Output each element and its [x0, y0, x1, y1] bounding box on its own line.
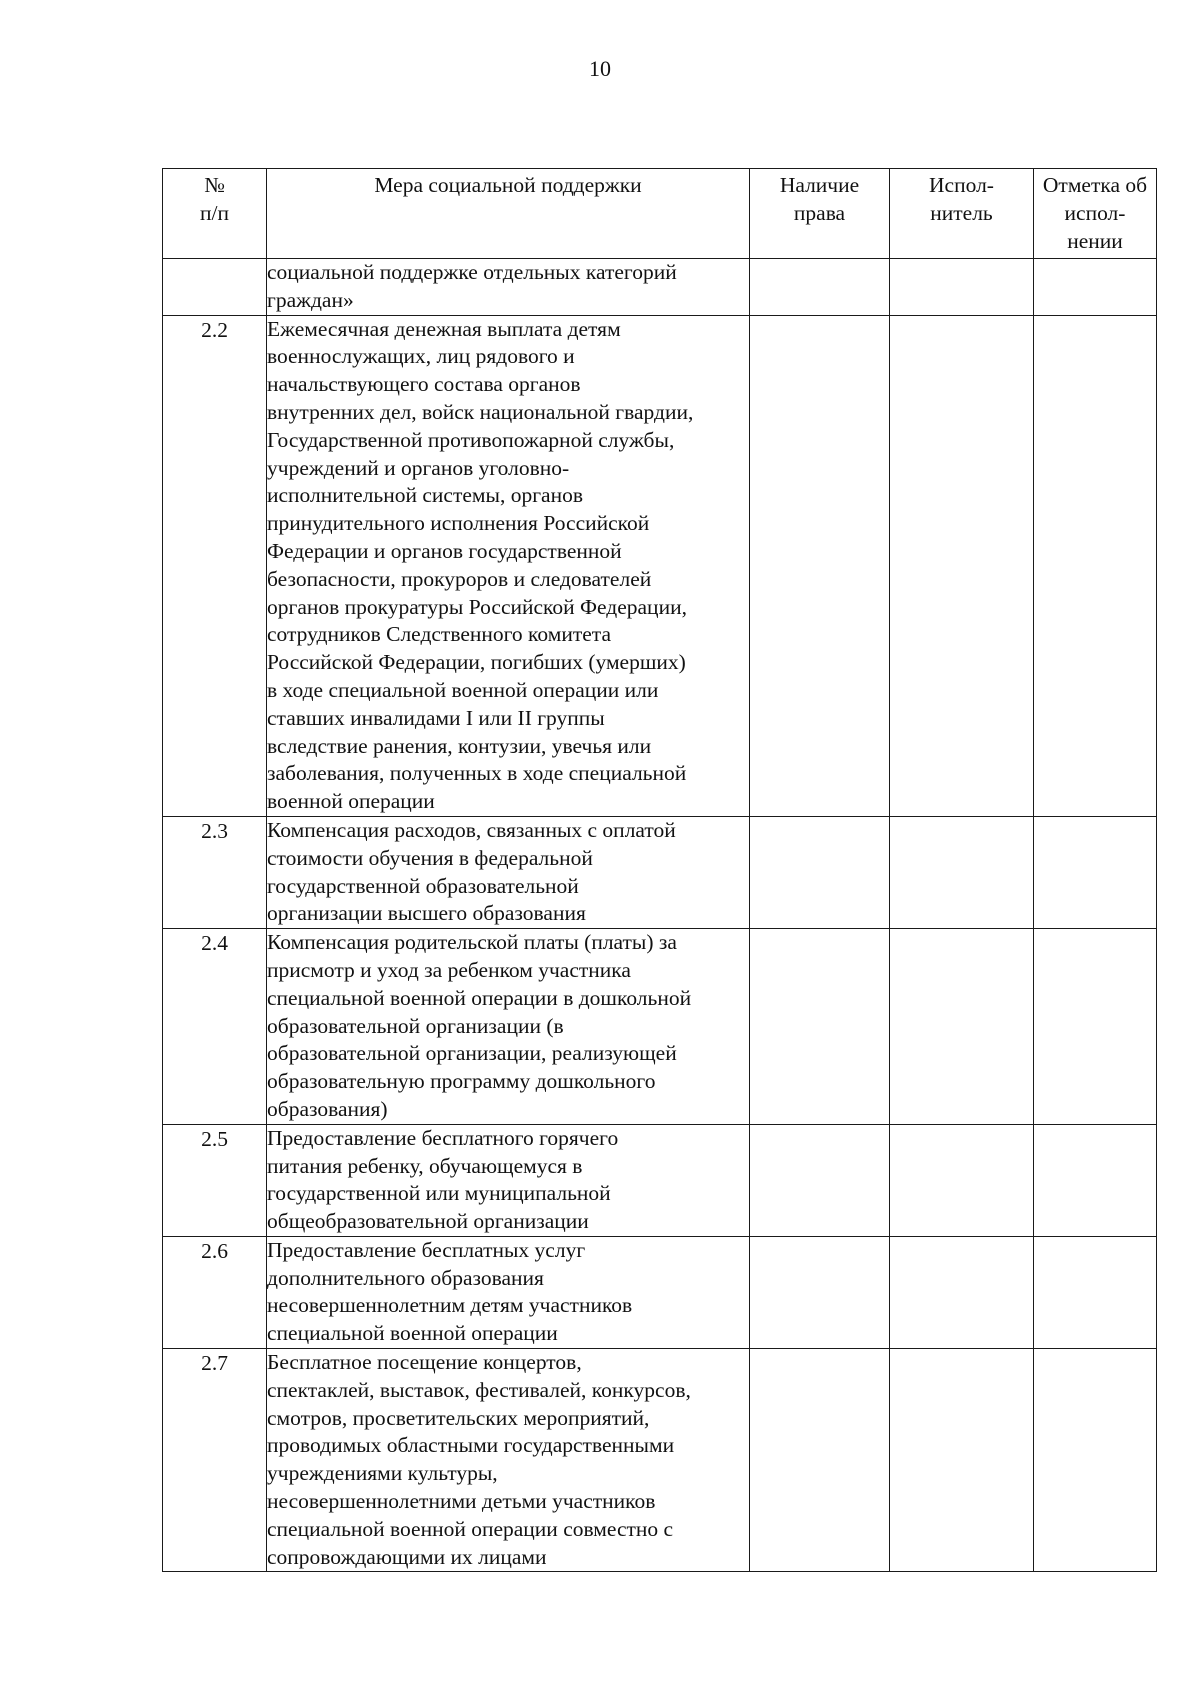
- table-row: [163, 1349, 1157, 1572]
- right-cell: [750, 1349, 890, 1572]
- measure-line: образовательной организации (в: [267, 1013, 564, 1038]
- right-cell: [750, 1124, 890, 1236]
- measures-table: [162, 168, 1157, 1572]
- measure-line: внутренних дел, войск национальной гвардии,: [267, 399, 694, 424]
- measure-cell: [267, 1349, 750, 1572]
- mark-cell: [1034, 1236, 1157, 1348]
- measure-line: присмотр и уход за ребенком участника: [267, 957, 631, 982]
- measure-line: стоимости обучения в федеральной: [267, 845, 593, 870]
- measure-cell: [267, 315, 750, 816]
- measure-line: в ходе специальной военной операции или: [267, 677, 659, 702]
- measure-line: специальной военной операции в дошкольной: [267, 985, 692, 1010]
- row-number: 2.6: [163, 1236, 267, 1348]
- header-line: права: [793, 201, 846, 225]
- row-number: [163, 259, 267, 316]
- header-line: №: [204, 173, 225, 197]
- measure-line: сопровождающими их лицами: [267, 1544, 547, 1569]
- table-row: [163, 1124, 1157, 1236]
- mark-cell: [1034, 1349, 1157, 1572]
- table-row: [163, 816, 1157, 928]
- measure-line: безопасности, прокуроров и следователей: [267, 566, 652, 591]
- measure-cell: [267, 1124, 750, 1236]
- measure-line: образовательной организации, реализующей: [267, 1041, 677, 1066]
- mark-cell: [1034, 259, 1157, 316]
- table-row: [163, 1236, 1157, 1348]
- header-line: Отметка об: [1042, 173, 1148, 197]
- measure-cell: [267, 1236, 750, 1348]
- measure-line: общеобразовательной организации: [267, 1209, 589, 1234]
- measure-line: военной операции: [267, 789, 435, 814]
- measure-line: учреждений и органов уголовно-: [267, 455, 570, 480]
- header-line: Мера социальной поддержки: [374, 173, 642, 197]
- measure-line: Предоставление бесплатных услуг: [267, 1237, 586, 1262]
- measure-line: несовершеннолетними детьми участников: [267, 1489, 656, 1514]
- measure-line: ставших инвалидами I или II группы: [267, 705, 605, 730]
- header-line: нитель: [930, 201, 993, 225]
- measure-line: принудительного исполнения Российской: [267, 511, 650, 536]
- row-number: 2.7: [163, 1349, 267, 1572]
- measure-line: заболевания, полученных в ходе специальной: [267, 761, 687, 786]
- measure-cell: [267, 816, 750, 928]
- executor-cell: [890, 1349, 1034, 1572]
- measure-line: питания ребенку, обучающемуся в: [267, 1153, 583, 1178]
- row-number: 2.4: [163, 929, 267, 1125]
- measure-line: Государственной противопожарной службы,: [267, 427, 675, 452]
- right-cell: [750, 259, 890, 316]
- executor-cell: [890, 929, 1034, 1125]
- executor-cell: [890, 315, 1034, 816]
- measure-line: Федерации и органов государственной: [267, 538, 622, 563]
- measure-line: образовательную программу дошкольного: [267, 1069, 656, 1094]
- measure-line: граждан»: [267, 287, 354, 312]
- measure-line: образования): [267, 1096, 388, 1121]
- measure-line: Предоставление бесплатного горячего: [267, 1125, 619, 1150]
- measure-line: вследствие ранения, контузии, увечья или: [267, 733, 652, 758]
- measure-line: несовершеннолетним детям участников: [267, 1293, 633, 1318]
- measure-line: государственной образовательной: [267, 873, 579, 898]
- right-cell: [750, 929, 890, 1125]
- measure-line: проводимых областными государственными: [267, 1433, 675, 1458]
- row-number: 2.3: [163, 816, 267, 928]
- measure-line: Компенсация расходов, связанных с оплатой: [267, 817, 676, 842]
- measure-line: социальной поддержке отдельных категорий: [267, 260, 677, 284]
- mark-cell: [1034, 1124, 1157, 1236]
- header-mark: [1034, 169, 1157, 259]
- mark-cell: [1034, 929, 1157, 1125]
- measure-line: смотров, просветительских мероприятий,: [267, 1405, 650, 1430]
- measure-line: спектаклей, выставок, фестивалей, конкурсов,: [267, 1377, 691, 1402]
- header-line: п/п: [200, 201, 229, 225]
- right-cell: [750, 315, 890, 816]
- measure-line: Бесплатное посещение концертов,: [267, 1350, 582, 1375]
- header-line: испол-: [1064, 201, 1126, 225]
- right-cell: [750, 816, 890, 928]
- header-line: Испол-: [929, 173, 994, 197]
- right-cell: [750, 1236, 890, 1348]
- header-line: нении: [1067, 229, 1123, 253]
- measure-cell: [267, 929, 750, 1125]
- table-header-row: [163, 169, 1157, 259]
- measure-line: дополнительного образования: [267, 1265, 544, 1290]
- header-right: [750, 169, 890, 259]
- executor-cell: [890, 259, 1034, 316]
- table-row: [163, 315, 1157, 816]
- header-line: Наличие: [779, 173, 860, 197]
- measure-line: начальствующего состава органов: [267, 372, 581, 397]
- table-row: [163, 259, 1157, 316]
- measure-line: государственной или муниципальной: [267, 1181, 611, 1206]
- table-row: [163, 929, 1157, 1125]
- executor-cell: [890, 1124, 1034, 1236]
- executor-cell: [890, 816, 1034, 928]
- measure-line: организации высшего образования: [267, 901, 586, 926]
- measure-line: исполнительной системы, органов: [267, 483, 583, 508]
- mark-cell: [1034, 315, 1157, 816]
- measure-line: Компенсация родительской платы (платы) за: [267, 930, 677, 955]
- measure-cell: [267, 259, 750, 316]
- row-number: 2.2: [163, 315, 267, 816]
- measure-line: Ежемесячная денежная выплата детям: [267, 316, 621, 341]
- page-number: 10: [589, 56, 611, 81]
- header-executor: [890, 169, 1034, 259]
- measure-line: Российской Федерации, погибших (умерших): [267, 650, 686, 675]
- measure-line: специальной военной операции: [267, 1321, 558, 1346]
- measure-line: учреждениями культуры,: [267, 1461, 498, 1486]
- executor-cell: [890, 1236, 1034, 1348]
- measure-line: специальной военной операции совместно с: [267, 1516, 674, 1541]
- mark-cell: [1034, 816, 1157, 928]
- measure-line: военнослужащих, лиц рядового и: [267, 344, 575, 369]
- row-number: 2.5: [163, 1124, 267, 1236]
- measure-line: сотрудников Следственного комитета: [267, 622, 611, 647]
- header-measure: [267, 169, 750, 259]
- measure-line: органов прокуратуры Российской Федерации,: [267, 594, 687, 619]
- header-num: [163, 169, 267, 259]
